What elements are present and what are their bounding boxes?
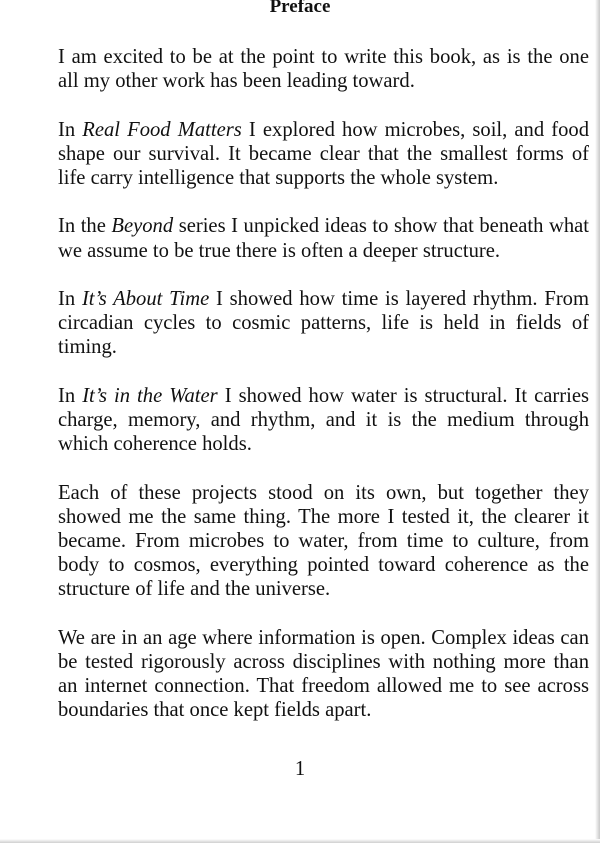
paragraph-rest: I explored how microbes, soil, and food shape our survival. It became clear that the smallest forms of life carry intelligence that supports the whole system. <box>58 118 589 189</box>
paragraph-real-food-matters <box>58 118 589 191</box>
paragraph-its-about-time <box>58 287 589 360</box>
paragraph-coherence: Each of these projects stood on its own, but together they showed me the same thing. The more I tested it, the clearer it became. From microbes to water, from time to culture, from body to cosmos, everything pointed toward coherence as the structure of life and the universe. <box>58 481 589 601</box>
page-edge-shadow-right <box>595 0 600 843</box>
book-title-beyond: Beyond <box>111 215 174 238</box>
body-text <box>58 45 589 747</box>
page-title: Preface <box>269 0 331 17</box>
book-title-its-about-time: It’s About Time <box>81 287 210 310</box>
paragraph-rest: series I unpicked ideas to show that beneath what we assume to be true there is often a deeper structure. <box>58 215 589 262</box>
book-title-its-in-the-water: It’s in the Water <box>82 384 218 407</box>
paragraph-lead: In the <box>58 215 112 238</box>
book-title-real-food-matters: Real Food Matters <box>82 118 242 141</box>
paragraph-rest: I showed how water is structural. It carries charge, memory, and rhythm, and it is the medium through which coherence holds. <box>58 384 589 456</box>
paragraph-intro: I am excited to be at the point to write this book, as is the one all my other work has been leading toward. <box>58 46 589 93</box>
page-edge-shadow-bottom <box>0 839 600 843</box>
paragraph-its-in-the-water <box>58 384 589 457</box>
paragraph-information-age: We are in an age where information is open. Complex ideas can be tested rigorously across disciplines with nothing more than an internet connection. That freedom allowed me to see across boundaries that once kept fields apart. <box>58 626 589 722</box>
paragraph-beyond <box>58 214 589 262</box>
page-number: 1 <box>294 758 306 780</box>
paragraph-rest: I showed how time is layered rhythm. From circadian cycles to cosmic patterns, life is held in fields of timing. <box>58 287 589 359</box>
paragraph-lead: In <box>58 118 83 141</box>
paragraph-lead: In <box>58 287 82 310</box>
paragraph-lead: In <box>58 384 83 407</box>
